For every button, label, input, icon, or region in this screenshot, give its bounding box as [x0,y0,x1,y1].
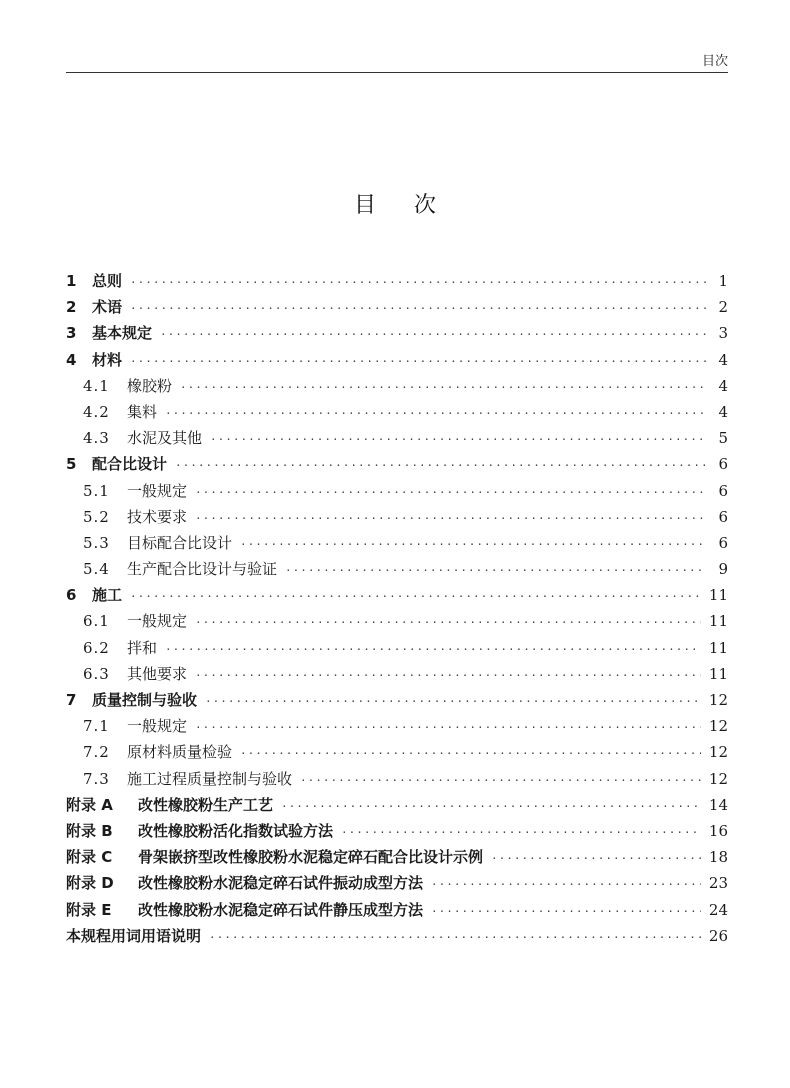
toc-entry[interactable] [66,687,728,713]
toc-entry-label: 一般规定 [127,717,188,736]
toc-entry-page: 6 [718,533,728,552]
toc-leader-dots [160,322,706,348]
toc-entry-label: 橡胶粉 [127,376,173,395]
toc-entry-page: 1 [718,272,728,290]
toc-entry-number: 附录 D [66,874,114,893]
toc-entry-page: 11 [708,586,728,605]
toc-leader-dots [180,375,706,401]
toc-entry-label: 目标配合比设计 [127,533,233,552]
toc-subentry[interactable] [66,556,728,582]
running-header: 目次 [701,54,728,69]
toc-entry-page: 18 [708,848,728,867]
toc-leader-dots [285,558,706,584]
toc-entry-number: 6.3 [83,664,110,683]
toc-entry-page: 3 [718,324,728,343]
toc-leader-dots [195,663,701,689]
toc-entry-label: 改性橡胶粉活化指数试验方法 [138,821,334,840]
toc-entry-page: 4 [718,402,728,421]
toc-leader-dots [431,872,701,898]
toc-entry-number: 4.3 [83,429,110,448]
toc-entry-number: 7.1 [83,717,110,736]
toc-entry[interactable] [66,451,728,477]
toc-entry-number: 附录 E [66,900,112,919]
toc-entry-label: 改性橡胶粉生产工艺 [138,795,274,814]
toc-entry-number: 4.1 [83,376,110,395]
page-title: 目次 [353,193,474,218]
toc-entry-number: 5 [66,455,77,474]
toc-leader-dots [165,637,701,663]
toc-plain-entry[interactable] [66,923,728,949]
toc-entry-number: 5.2 [83,507,110,526]
toc-entry-number: 5.4 [83,560,110,579]
toc-entry-page: 9 [718,560,728,579]
toc-entry-number: 7.2 [83,743,110,762]
toc-leader-dots [130,296,706,322]
toc-entry-page: 14 [708,795,728,814]
toc-entry-page: 12 [708,717,728,736]
toc-leader-dots [281,794,701,820]
toc-entry-label: 改性橡胶粉水泥稳定碎石试件振动成型方法 [138,874,424,893]
toc-leader-dots [431,899,701,925]
toc-entry-number: 2 [66,298,77,317]
toc-leader-dots [491,846,701,872]
toc-subentry[interactable] [66,635,728,661]
toc-entry-label: 一般规定 [127,481,188,500]
toc-subentry[interactable] [66,608,728,634]
toc-leader-dots [175,453,706,479]
toc-entry-page: 11 [708,638,728,657]
toc-entry-page: 26 [708,926,728,945]
toc-entry-page: 23 [708,874,728,893]
toc-entry-page: 12 [708,769,728,788]
toc-entry-page: 24 [708,900,728,919]
toc-entry-number: 4.2 [83,402,110,421]
toc-entry-label: 一般规定 [127,612,188,631]
toc-entry-page: 12 [708,743,728,762]
toc-entry-number: 附录 A [66,795,113,814]
toc-leader-dots [240,532,706,558]
toc-entry-label: 拌和 [127,638,158,657]
toc-leader-dots [195,715,701,741]
toc-entry-label: 骨架嵌挤型改性橡胶粉水泥稳定碎石配合比设计示例 [138,848,484,867]
toc-entry-number: 附录 B [66,821,113,840]
toc-entry-label: 水泥及其他 [127,429,203,448]
toc-leader-dots [240,741,701,767]
toc-entry-label: 施工过程质量控制与验收 [127,769,293,788]
toc-leader-dots [209,925,701,951]
toc-leader-dots [210,427,706,453]
toc-appendix-entry[interactable] [66,870,728,896]
toc-subentry[interactable] [66,661,728,687]
toc-entry-label: 生产配合比设计与验证 [127,560,278,579]
toc-entry[interactable] [66,268,728,294]
toc-leader-dots [130,270,706,296]
toc-entry-number: 6.1 [83,612,110,631]
toc-leader-dots [341,820,701,846]
toc-subentry[interactable] [66,766,728,792]
toc-entry-label: 术语 [92,298,123,317]
toc-entry-page: 5 [718,429,728,448]
toc-leader-dots [205,689,701,715]
toc-entry[interactable] [66,582,728,608]
header-rule [66,72,728,73]
toc-entry-label: 施工 [92,586,123,605]
toc-entry-number: 1 [66,272,77,290]
toc-subentry[interactable] [66,530,728,556]
toc-entry-number: 5.1 [83,481,110,500]
toc-subentry[interactable] [66,478,728,504]
toc-appendix-entry[interactable] [66,818,728,844]
toc-leader-dots [195,480,706,506]
toc-entry-page: 11 [708,664,728,683]
toc-entry-label: 材料 [92,350,123,369]
toc-leader-dots [130,584,701,610]
toc-appendix-entry[interactable] [66,792,728,818]
toc-entry-number: 5.3 [83,533,110,552]
toc-entry-number: 3 [66,324,77,343]
toc-entry-page: 4 [718,350,728,369]
toc-entry-label: 本规程用词用语说明 [66,926,202,945]
toc-entry-label: 改性橡胶粉水泥稳定碎石试件静压成型方法 [138,900,424,919]
table-of-contents [66,268,728,949]
toc-entry-label: 总则 [92,272,123,290]
toc-leader-dots [130,349,706,375]
toc-entry-label: 集料 [127,402,158,421]
toc-leader-dots [195,506,706,532]
toc-entry-number: 7 [66,691,77,709]
toc-entry-label: 配合比设计 [92,455,168,474]
toc-entry-page: 11 [708,612,728,631]
toc-entry-page: 16 [708,821,728,840]
toc-entry-number: 6.2 [83,638,110,657]
toc-subentry[interactable] [66,399,728,425]
toc-entry-number: 6 [66,586,77,605]
toc-entry[interactable] [66,347,728,373]
toc-entry-number: 附录 C [66,848,113,867]
toc-entry-page: 6 [718,507,728,526]
toc-appendix-entry[interactable] [66,844,728,870]
toc-entry-number: 4 [66,350,77,369]
toc-entry[interactable] [66,294,728,320]
toc-leader-dots [300,768,701,794]
toc-entry[interactable] [66,320,728,346]
toc-leader-dots [165,401,706,427]
toc-entry-page: 6 [718,481,728,500]
toc-subentry[interactable] [66,504,728,530]
toc-entry-label: 技术要求 [127,507,188,526]
toc-subentry[interactable] [66,373,728,399]
toc-entry-page: 12 [708,691,728,709]
toc-entry-number: 7.3 [83,769,110,788]
toc-subentry[interactable] [66,713,728,739]
toc-entry-label: 其他要求 [127,664,188,683]
toc-entry-label: 原材料质量检验 [127,743,233,762]
toc-entry-label: 质量控制与验收 [92,691,198,709]
toc-subentry[interactable] [66,739,728,765]
toc-entry-page: 6 [718,455,728,474]
toc-subentry[interactable] [66,425,728,451]
toc-leader-dots [195,610,701,636]
toc-entry-page: 2 [718,298,728,317]
toc-appendix-entry[interactable] [66,897,728,923]
toc-entry-label: 基本规定 [92,324,153,343]
toc-entry-page: 4 [718,376,728,395]
